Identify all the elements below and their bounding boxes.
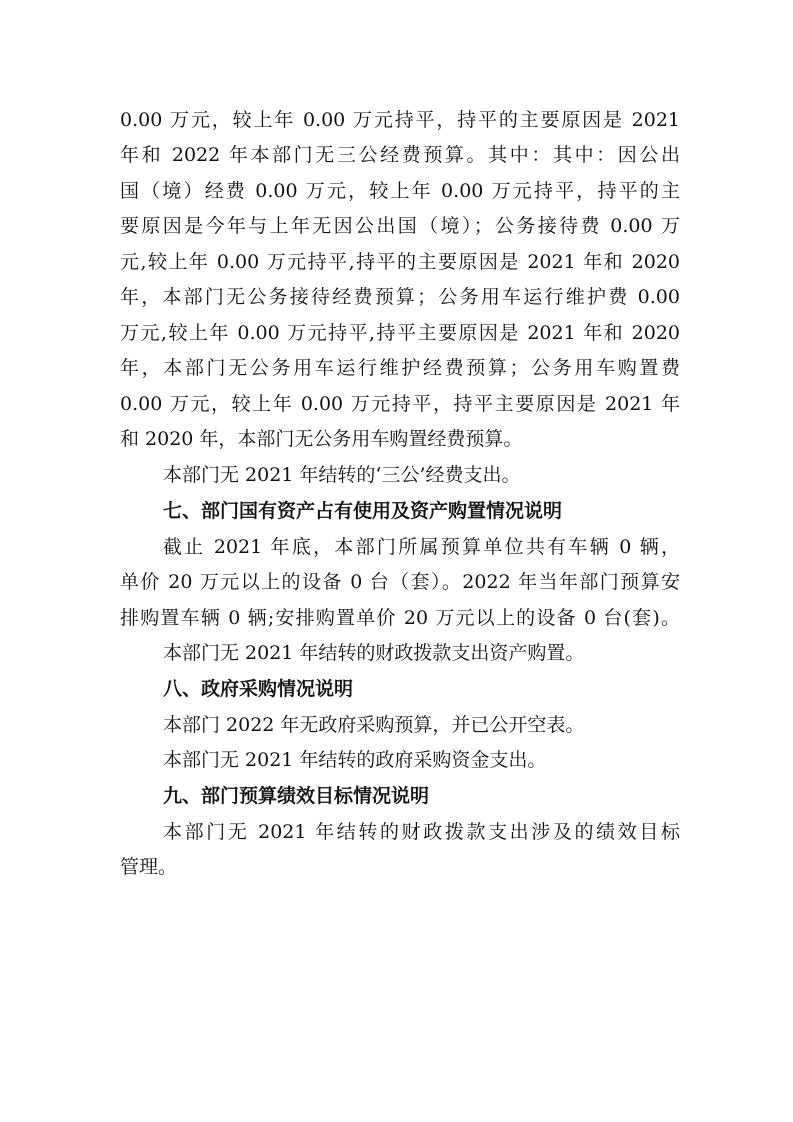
text-line xyxy=(163,710,680,740)
text-line xyxy=(120,282,680,312)
carryover-three-public xyxy=(163,460,680,490)
text-line xyxy=(120,105,680,135)
text-line xyxy=(120,424,680,454)
text-line-content: 年，本部门无公务接待经费预算；公务用车运行维护费 0.00 xyxy=(120,286,680,308)
text-line-content: 本部门无 2021 年结转的政府采购资金支出。 xyxy=(163,749,547,771)
text-line-content: 国（境）经费 0.00 万元，较上年 0.00 万元持平，持平的主 xyxy=(120,180,680,202)
text-line-content: 本部门无 2021 年结转的‘三公’经费支出。 xyxy=(163,464,521,486)
section-heading-procurement xyxy=(163,674,723,704)
text-line xyxy=(120,852,680,882)
text-line-content: 年和 2022 年本部门无三公经费预算。其中：其中：因公出 xyxy=(120,144,680,166)
heading-text: 九、部门预算绩效目标情况说明 xyxy=(163,785,430,807)
text-line-content: 和 2020 年，本部门无公务用车购置经费预算。 xyxy=(120,428,523,450)
text-line-content: 元,较上年 0.00 万元持平,持平的主要原因是 2021 年和 2020 xyxy=(120,251,680,273)
text-line-content: 万元,较上年 0.00 万元持平,持平主要原因是 2021 年和 2020 xyxy=(120,322,680,344)
text-line-content: 年，本部门无公务用车运行维护经费预算；公务用车购置费 xyxy=(120,357,680,379)
text-line-content: 本部门无 2021 年结转的财政拨款支出资产购置。 xyxy=(163,642,585,664)
heading-text: 七、部门国有资产占有使用及资产购置情况说明 xyxy=(163,500,563,522)
text-line xyxy=(120,567,680,597)
text-line-content: 本部门无 2021 年结转的财政拨款支出涉及的绩效目标 xyxy=(163,821,680,843)
text-line xyxy=(120,318,680,348)
text-line-content: 要原因是今年与上年无因公出国（境）；公务接待费 0.00 万 xyxy=(120,215,680,237)
text-line xyxy=(120,176,680,206)
text-line xyxy=(120,247,680,277)
carryover-assets xyxy=(163,638,680,668)
text-line xyxy=(163,817,680,847)
text-line xyxy=(120,603,680,633)
text-line xyxy=(120,211,680,241)
text-line-content: 本部门 2022 年无政府采购预算，并已公开空表。 xyxy=(163,714,585,736)
text-line xyxy=(163,532,680,562)
text-line xyxy=(120,140,680,170)
text-line-content: 截止 2021 年底，本部门所属预算单位共有车辆 0 辆， xyxy=(163,536,680,558)
section-heading-performance xyxy=(163,781,723,811)
section-heading-assets xyxy=(163,496,723,526)
heading-text: 八、政府采购情况说明 xyxy=(163,678,354,700)
text-line-content: 管理。 xyxy=(120,856,178,878)
text-line-content: 排购置车辆 0 辆;安排购置单价 20 万元以上的设备 0 台(套)。 xyxy=(120,607,680,629)
text-line-content: 0.00 万元，较上年 0.00 万元持平，持平主要原因是 2021 年 xyxy=(120,393,680,415)
text-line xyxy=(120,353,680,383)
text-line xyxy=(163,745,680,775)
text-line-content: 0.00 万元，较上年 0.00 万元持平，持平的主要原因是 2021 xyxy=(120,109,680,131)
text-line xyxy=(120,389,680,419)
text-line-content: 单价 20 万元以上的设备 0 台（套）。2022 年当年部门预算安 xyxy=(120,571,680,593)
